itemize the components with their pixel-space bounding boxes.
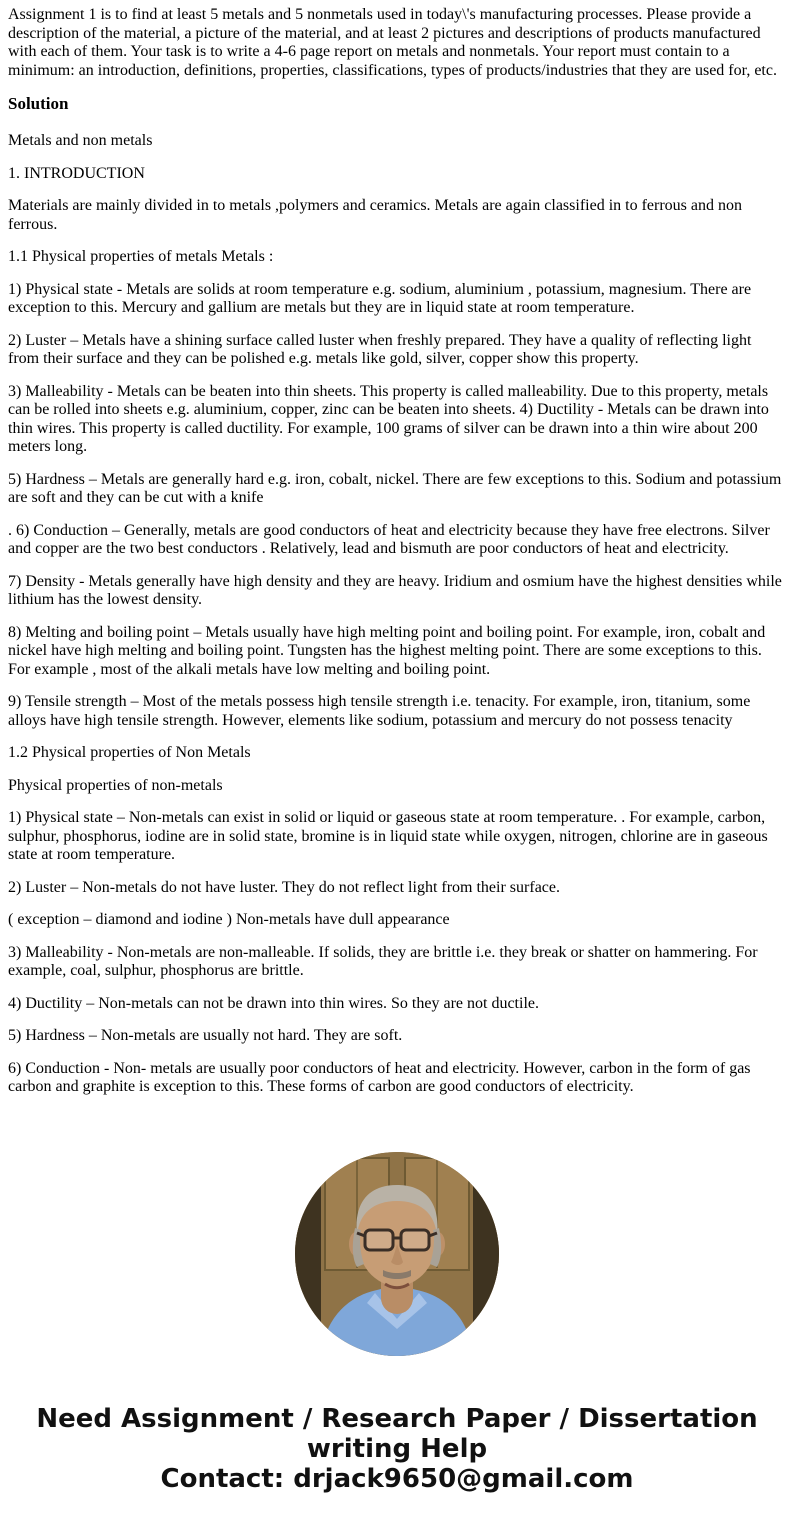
solution-heading: Solution (8, 94, 69, 113)
paragraph-nonmetal-luster: 2) Luster – Non-metals do not have luster. They do not reflect light from their surface. (8, 878, 560, 896)
paragraph-nonmetal-luster-exception: ( exception – diamond and iodine ) Non-metals have dull appearance (8, 911, 450, 928)
tutor-portrait-illustration (295, 1152, 499, 1356)
paragraph-metals-and-non-metals: Metals and non metals (8, 132, 153, 149)
paragraph-metal-luster: 2) Luster – Metals have a shining surface called luster when freshly prepared. They have a quality of reflecting light from their surface and they can be polished e.g. metals like gold, silver, copper show this property. (8, 331, 752, 367)
paragraph-metal-malleability-ductility: 3) Malleability - Metals can be beaten into thin sheets. This property is called malleability. Due to this property, metals can be rolled into sheets e.g. aluminium, copper, zinc can be beaten into sheets. 4) Ductility - Metals can be drawn into thin wires. This property is called ductility. For example, 100 grams of silver can be drawn into a thin wire about 200 meters long. (8, 382, 769, 455)
paragraph-metal-conduction: . 6) Conduction – Generally, metals are good conductors of heat and electricity because they have free electrons. Silver and copper are the two best conductors . Relatively, lead and bismuth are poor conductors of heat and electricity. (8, 521, 770, 557)
paragraph-metal-density: 7) Density - Metals generally have high density and they are heavy. Iridium and osmium have the highest densities while lithium has the lowest density. (8, 572, 782, 608)
paragraph-nonmetal-conduction: 6) Conduction - Non- metals are usually poor conductors of heat and electricity. However, carbon in the form of gas carbon and graphite is exception to this. These forms of carbon are good conductors of electricity. (8, 1059, 751, 1095)
paragraph-nonmetal-properties-subheading: Physical properties of non-metals (8, 776, 223, 794)
contact-line: Contact: drjack9650@gmail.com (160, 1464, 634, 1494)
paragraph-nonmetal-ductility: 4) Ductility – Non-metals can not be drawn into thin wires. So they are not ductile. (8, 994, 539, 1012)
paragraph-nonmetal-properties-heading: 1.2 Physical properties of Non Metals (8, 744, 251, 761)
paragraph-nonmetal-physical-state: 1) Physical state – Non-metals can exist in solid or liquid or gaseous state at room temperature. . For example, carbon, sulphur, phosphorus, iodine are in solid state, bromine is in liquid state while oxygen, nitrogen, chlorine are in gaseous state at room temperature. (8, 809, 768, 863)
paragraph-metal-physical-state: 1) Physical state - Metals are solids at room temperature e.g. sodium, aluminium , potassium, magnesium. There are exception to this. Mercury and gallium are metals but they are in liquid state at room temperature. (8, 280, 752, 316)
help-banner (0, 1404, 794, 1494)
paragraph-nonmetal-hardness: 5) Hardness – Non-metals are usually not hard. They are soft. (8, 1027, 403, 1044)
assignment-paragraph: Assignment 1 is to find at least 5 metals and 5 nonmetals used in today\'s manufacturing processes. Please provide a description of the material, a picture of the material, and at least 2 pictures and descriptions of products manufactured with each of them. Your task is to write a 4-6 page report on metals and nonmetals. Your report must contain to a minimum: an introduction, definitions, properties, classifications, types of products/industries that they are used for, etc. (8, 6, 777, 79)
paragraph-nonmetal-malleability: 3) Malleability - Non-metals are non-malleable. If solids, they are brittle i.e. they break or shatter on hammering. For example, coal, sulphur, phosphorus are brittle. (8, 943, 758, 979)
paragraph-metal-melting-boiling: 8) Melting and boiling point – Metals usually have high melting point and boiling point. For example, iron, cobalt and nickel have high melting and boiling point. Tungsten has the highest melting point. There are some exceptions to this. For example , most of the alkali metals have low melting and boiling point. (8, 623, 766, 678)
paragraph-introduction-heading: 1. INTRODUCTION (8, 164, 145, 182)
paragraph-metal-properties-heading: 1.1 Physical properties of metals Metals : (8, 248, 274, 265)
portrait-photo (295, 1152, 499, 1356)
help-line: Need Assignment / Research Paper / Dissertation writing Help (36, 1404, 758, 1464)
paragraph-materials-division: Materials are mainly divided in to metals ,polymers and ceramics. Metals are again classified in to ferrous and non ferrous. (8, 197, 742, 233)
paragraph-metal-tensile-strength: 9) Tensile strength – Most of the metals possess high tensile strength i.e. tenacity. For example, iron, titanium, some alloys have high tensile strength. However, elements like sodium, potassium and mercury do not possess tenacity (8, 693, 751, 729)
paragraph-metal-hardness: 5) Hardness – Metals are generally hard e.g. iron, cobalt, nickel. There are few exceptions to this. Sodium and potassium are soft and they can be cut with a knife (8, 470, 782, 506)
